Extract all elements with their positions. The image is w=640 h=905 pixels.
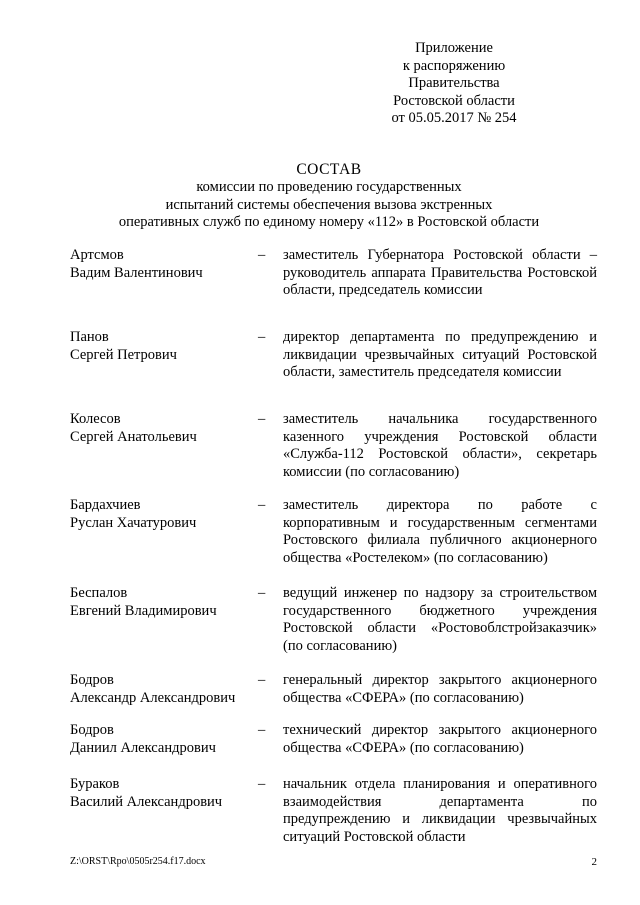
member-surname: Колесов — [70, 411, 121, 427]
member-name — [70, 329, 255, 364]
member-entry — [0, 411, 640, 497]
member-surname: Бураков — [70, 776, 120, 792]
member-dash: – — [258, 672, 266, 688]
member-surname: Панов — [70, 329, 109, 345]
member-given-name: Василий Александрович — [70, 793, 223, 810]
document-subtitle-line: оперативных служб по единому номеру «112» в Ростовской области — [118, 214, 540, 230]
member-dash: – — [258, 247, 266, 263]
member-role: технический директор закрытого акционерного общества «СФЕРА» (по согласованию) — [283, 722, 597, 756]
member-name — [70, 411, 255, 446]
appendix-block — [344, 40, 564, 128]
member-surname: Бардахчиев — [70, 497, 141, 513]
member-name — [70, 585, 255, 620]
member-dash: – — [258, 497, 266, 513]
appendix-line: к распоряжению — [402, 57, 506, 74]
member-role: ведущий инженер по надзору за строительством государственного бюджетного учреждения Ростовской области «Ростовоблстройзаказчик» (по согласованию) — [283, 585, 597, 654]
member-given-name: Евгений Владимирович — [70, 602, 217, 619]
appendix-line: Правительства — [408, 75, 500, 91]
appendix-line: Ростовской области — [393, 92, 515, 109]
member-dash: – — [258, 411, 266, 427]
member-given-name: Вадим Валентинович — [70, 264, 203, 281]
member-entry — [0, 585, 640, 672]
member-entry — [0, 722, 640, 776]
member-role: заместитель начальника государственного казенного учреждения Ростовской области «Служба-112 Ростовской области», секретарь комиссии (по согласованию) — [283, 411, 597, 480]
member-given-name: Александр Александрович — [70, 689, 236, 706]
document-title: СОСТАВ — [296, 161, 362, 178]
member-given-name: Даниил Александрович — [70, 739, 216, 756]
member-surname: Бодров — [70, 672, 114, 688]
member-name — [70, 722, 255, 757]
member-role: директор департамента по предупреждению и ликвидации чрезвычайных ситуаций Ростовской области, заместитель председателя комиссии — [283, 329, 597, 380]
document-subtitle-line: комиссии по проведению государственных — [196, 179, 462, 195]
member-dash: – — [258, 722, 266, 738]
member-name — [70, 247, 255, 282]
member-role: заместитель директора по работе с корпоративным и государственным сегментами Ростовского филиала публичного акционерного общества «Ростелеком» (по согласованию) — [283, 497, 597, 566]
document-heading — [64, 160, 594, 232]
member-entry — [0, 497, 640, 585]
member-surname: Беспалов — [70, 585, 128, 601]
member-dash: – — [258, 776, 266, 792]
member-entry — [0, 329, 640, 411]
member-surname: Артсмов — [70, 247, 124, 263]
member-role: генеральный директор закрытого акционерного общества «СФЕРА» (по согласованию) — [283, 672, 597, 706]
file-path: Z:\ORST\Rpo\0505r254.f17.docx — [70, 856, 206, 867]
member-surname: Бодров — [70, 722, 114, 738]
member-entry — [0, 672, 640, 722]
document-subtitle-line: испытаний системы обеспечения вызова экстренных — [165, 196, 493, 213]
member-name — [70, 672, 255, 707]
member-list — [0, 247, 640, 848]
page-number: 2 — [591, 856, 597, 868]
member-role: начальник отдела планирования и оперативного взаимодействия департамента по предупреждению и ликвидации чрезвычайных ситуаций Ростовской области — [283, 776, 597, 845]
member-entry — [0, 776, 640, 848]
member-given-name: Сергей Петрович — [70, 346, 177, 363]
member-name — [70, 776, 255, 811]
member-dash: – — [258, 585, 266, 601]
member-given-name: Руслан Хачатурович — [70, 514, 197, 531]
member-dash: – — [258, 329, 266, 345]
appendix-line: Приложение — [415, 40, 493, 56]
member-given-name: Сергей Анатольевич — [70, 428, 197, 445]
member-role: заместитель Губернатора Ростовской области – руководитель аппарата Правительства Ростовской области, председатель комиссии — [283, 247, 597, 298]
member-name — [70, 497, 255, 532]
appendix-line: от 05.05.2017 № 254 — [391, 110, 517, 126]
member-entry — [0, 247, 640, 329]
